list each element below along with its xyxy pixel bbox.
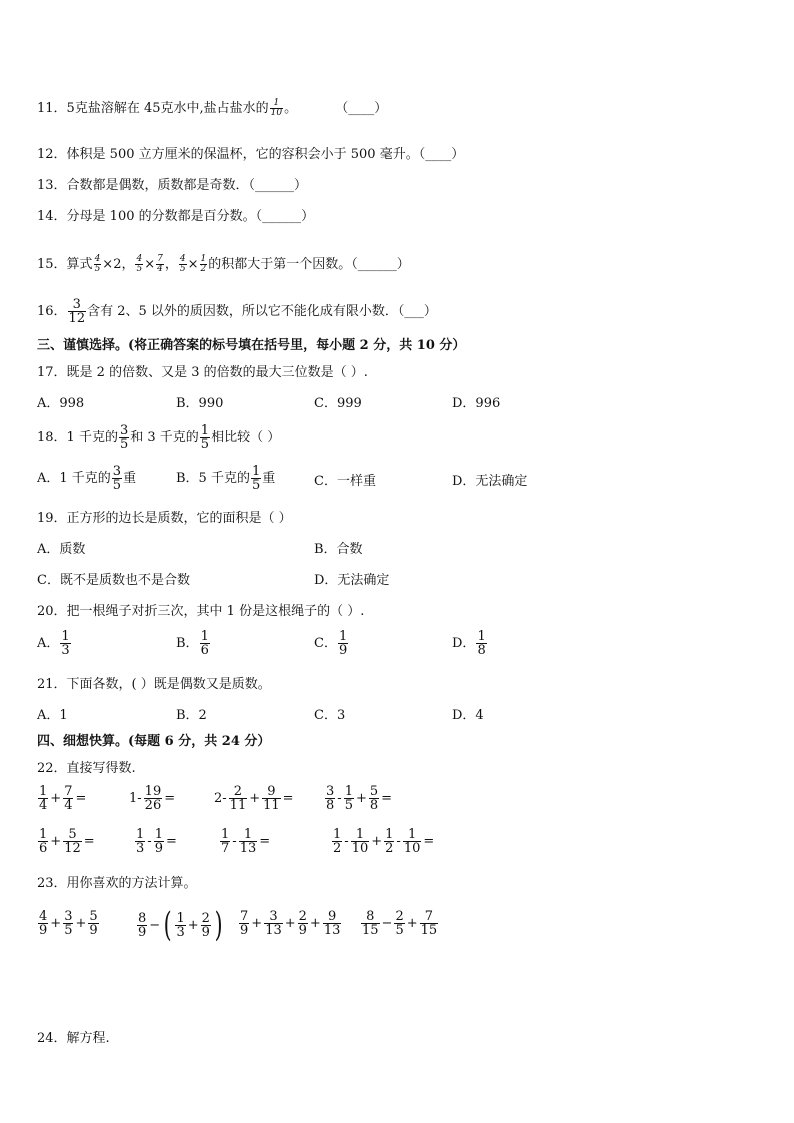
question-11: 11．5克盐溶解在 45克水中,盐占盐水的 $\frac{1}{10}$ 。 （____）: [37, 98, 388, 118]
fraction: $\frac{4}{5}$: [94, 254, 101, 274]
answer-blank[interactable]: （____）: [335, 101, 388, 116]
fraction: $\frac{1}{3}$: [61, 629, 70, 658]
option-a[interactable]: A．质数: [37, 542, 86, 557]
question-22: 22．直接写得数.: [37, 761, 136, 776]
question-12: 12．体积是 500 立方厘米的保温杯，它的容积会小于 500 毫升。（____）: [37, 147, 465, 162]
option-b[interactable]: B．合数: [314, 542, 363, 557]
fraction: $\frac{1}{10}$: [270, 98, 283, 118]
fraction: $\frac{1}{5}$: [200, 423, 210, 452]
section-4-title: 四、细想快算。(每题 6 分，共 24 分）: [37, 734, 271, 749]
option-d[interactable]: D．无法确定: [314, 573, 390, 588]
option-d[interactable]: D．996: [452, 396, 501, 411]
calc-expression: 3 8 - 1 5 + $\frac{5}{8}$ =: [326, 784, 393, 813]
fraction: $\frac{4}{5}$: [136, 254, 143, 274]
fraction: $\frac{3}{5}$: [119, 423, 129, 452]
question-14: 14．分母是 100 的分数都是百分数。（______）: [37, 209, 315, 224]
option-b[interactable]: B． $\frac{1}{6}$: [176, 629, 209, 658]
fraction: $\frac{3}{12}$: [68, 297, 86, 326]
calc-expression: 2- 2 11 + $\frac{9}{11}$ =: [214, 784, 294, 813]
calc-expression: 1 4 + $\frac{7}{4}$ =: [39, 784, 87, 813]
calc-expression: 1 7 - $\frac{1}{13}$ =: [221, 827, 271, 856]
option-a[interactable]: A． $\frac{1}{3}$: [37, 629, 70, 658]
question-15: 15．算式 $\frac{4}{5}$ ×2， $\frac{4}{5}$ × $\frac{7}{4}$ ， $\frac{4}{5}$ × $\frac{1}{2}$ 的积都大于第一个因数。（______）: [37, 254, 410, 274]
question-19: 19．正方形的边长是质数，它的面积是（ ）: [37, 511, 292, 526]
question-21: 21．下面各数，( ）既是偶数又是质数。: [37, 677, 271, 692]
calc-expression: 8 15 − $\frac{2}{5}$ + $\frac{7}{15}$: [362, 909, 438, 938]
question-16: 16． $\frac{3}{12}$ 含有 2、5 以外的质因数，所以它不能化成有限小数．（___）: [37, 297, 437, 326]
fraction: $\frac{4}{5}$: [179, 254, 186, 274]
fraction: $\frac{1}{2}$: [200, 254, 207, 274]
calc-expression: 1 2 - 1 10 + $\frac{1}{2}$ - $\frac{1}{10}$ =: [333, 827, 435, 856]
question-23: 23．用你喜欢的方法计算。: [37, 876, 197, 891]
option-c[interactable]: C． $\frac{1}{9}$: [314, 629, 348, 658]
question-17: 17．既是 2 的倍数、又是 3 的倍数的最大三位数是（ ）.: [37, 365, 368, 380]
option-a[interactable]: A．1: [37, 708, 68, 723]
section-3-title: 三、谨慎选择。(将正确答案的标号填在括号里，每小题 2 分，共 10 分）: [37, 338, 466, 353]
option-a[interactable]: A．1 千克的 $\frac{3}{5}$ 重: [37, 464, 137, 493]
option-c[interactable]: C．一样重: [314, 474, 376, 489]
option-d[interactable]: D．无法确定: [452, 474, 528, 489]
fraction: $\frac{3}{5}$: [112, 464, 122, 493]
option-d[interactable]: D．4: [452, 708, 484, 723]
option-c[interactable]: C．既不是质数也不是合数: [37, 573, 190, 588]
question-13: 13．合数都是偶数，质数都是奇数．（______）: [37, 178, 308, 193]
option-b[interactable]: B．5 千克的 $\frac{1}{5}$ 重: [176, 464, 276, 493]
option-c[interactable]: C．3: [314, 708, 346, 723]
fraction: $\frac{1}{6}$: [200, 629, 209, 658]
option-a[interactable]: A．998: [37, 396, 85, 411]
fraction: $\frac{1}{9}$: [338, 629, 348, 658]
calc-expression: 7 9 + $\frac{3}{13}$ + $\frac{2}{9}$ + $\frac{9}{13}$: [240, 909, 341, 938]
option-b[interactable]: B．2: [176, 708, 207, 723]
question-18: 18．1 千克的 $\frac{3}{5}$ 和 3 千克的 $\frac{1}{5}$ 相比较（ ）: [37, 423, 281, 452]
calc-expression: 1 3 - $\frac{1}{9}$ =: [136, 827, 177, 856]
calc-expression: 1- $\frac{19}{26}$ =: [129, 784, 176, 813]
fraction: $\frac{1}{5}$: [251, 464, 261, 493]
fraction: $\frac{1}{8}$: [477, 629, 486, 658]
question-24: 24．解方程.: [37, 1031, 110, 1046]
option-d[interactable]: D． $\frac{1}{8}$: [452, 629, 486, 658]
option-b[interactable]: B．990: [176, 396, 224, 411]
calc-expression: 4 9 + $\frac{3}{5}$ + $\frac{5}{9}$: [39, 909, 98, 938]
calc-expression: 1 6 + $\frac{5}{12}$ =: [39, 827, 95, 856]
calc-expression: 8 9 − ( 1 3 + $\frac{2}{9}$ ): [138, 905, 223, 945]
fraction: $\frac{7}{4}$: [157, 254, 163, 274]
option-c[interactable]: C．999: [314, 396, 362, 411]
question-20: 20．把一根绳子对折三次，其中 1 份是这根绳子的（ ）.: [37, 604, 365, 619]
